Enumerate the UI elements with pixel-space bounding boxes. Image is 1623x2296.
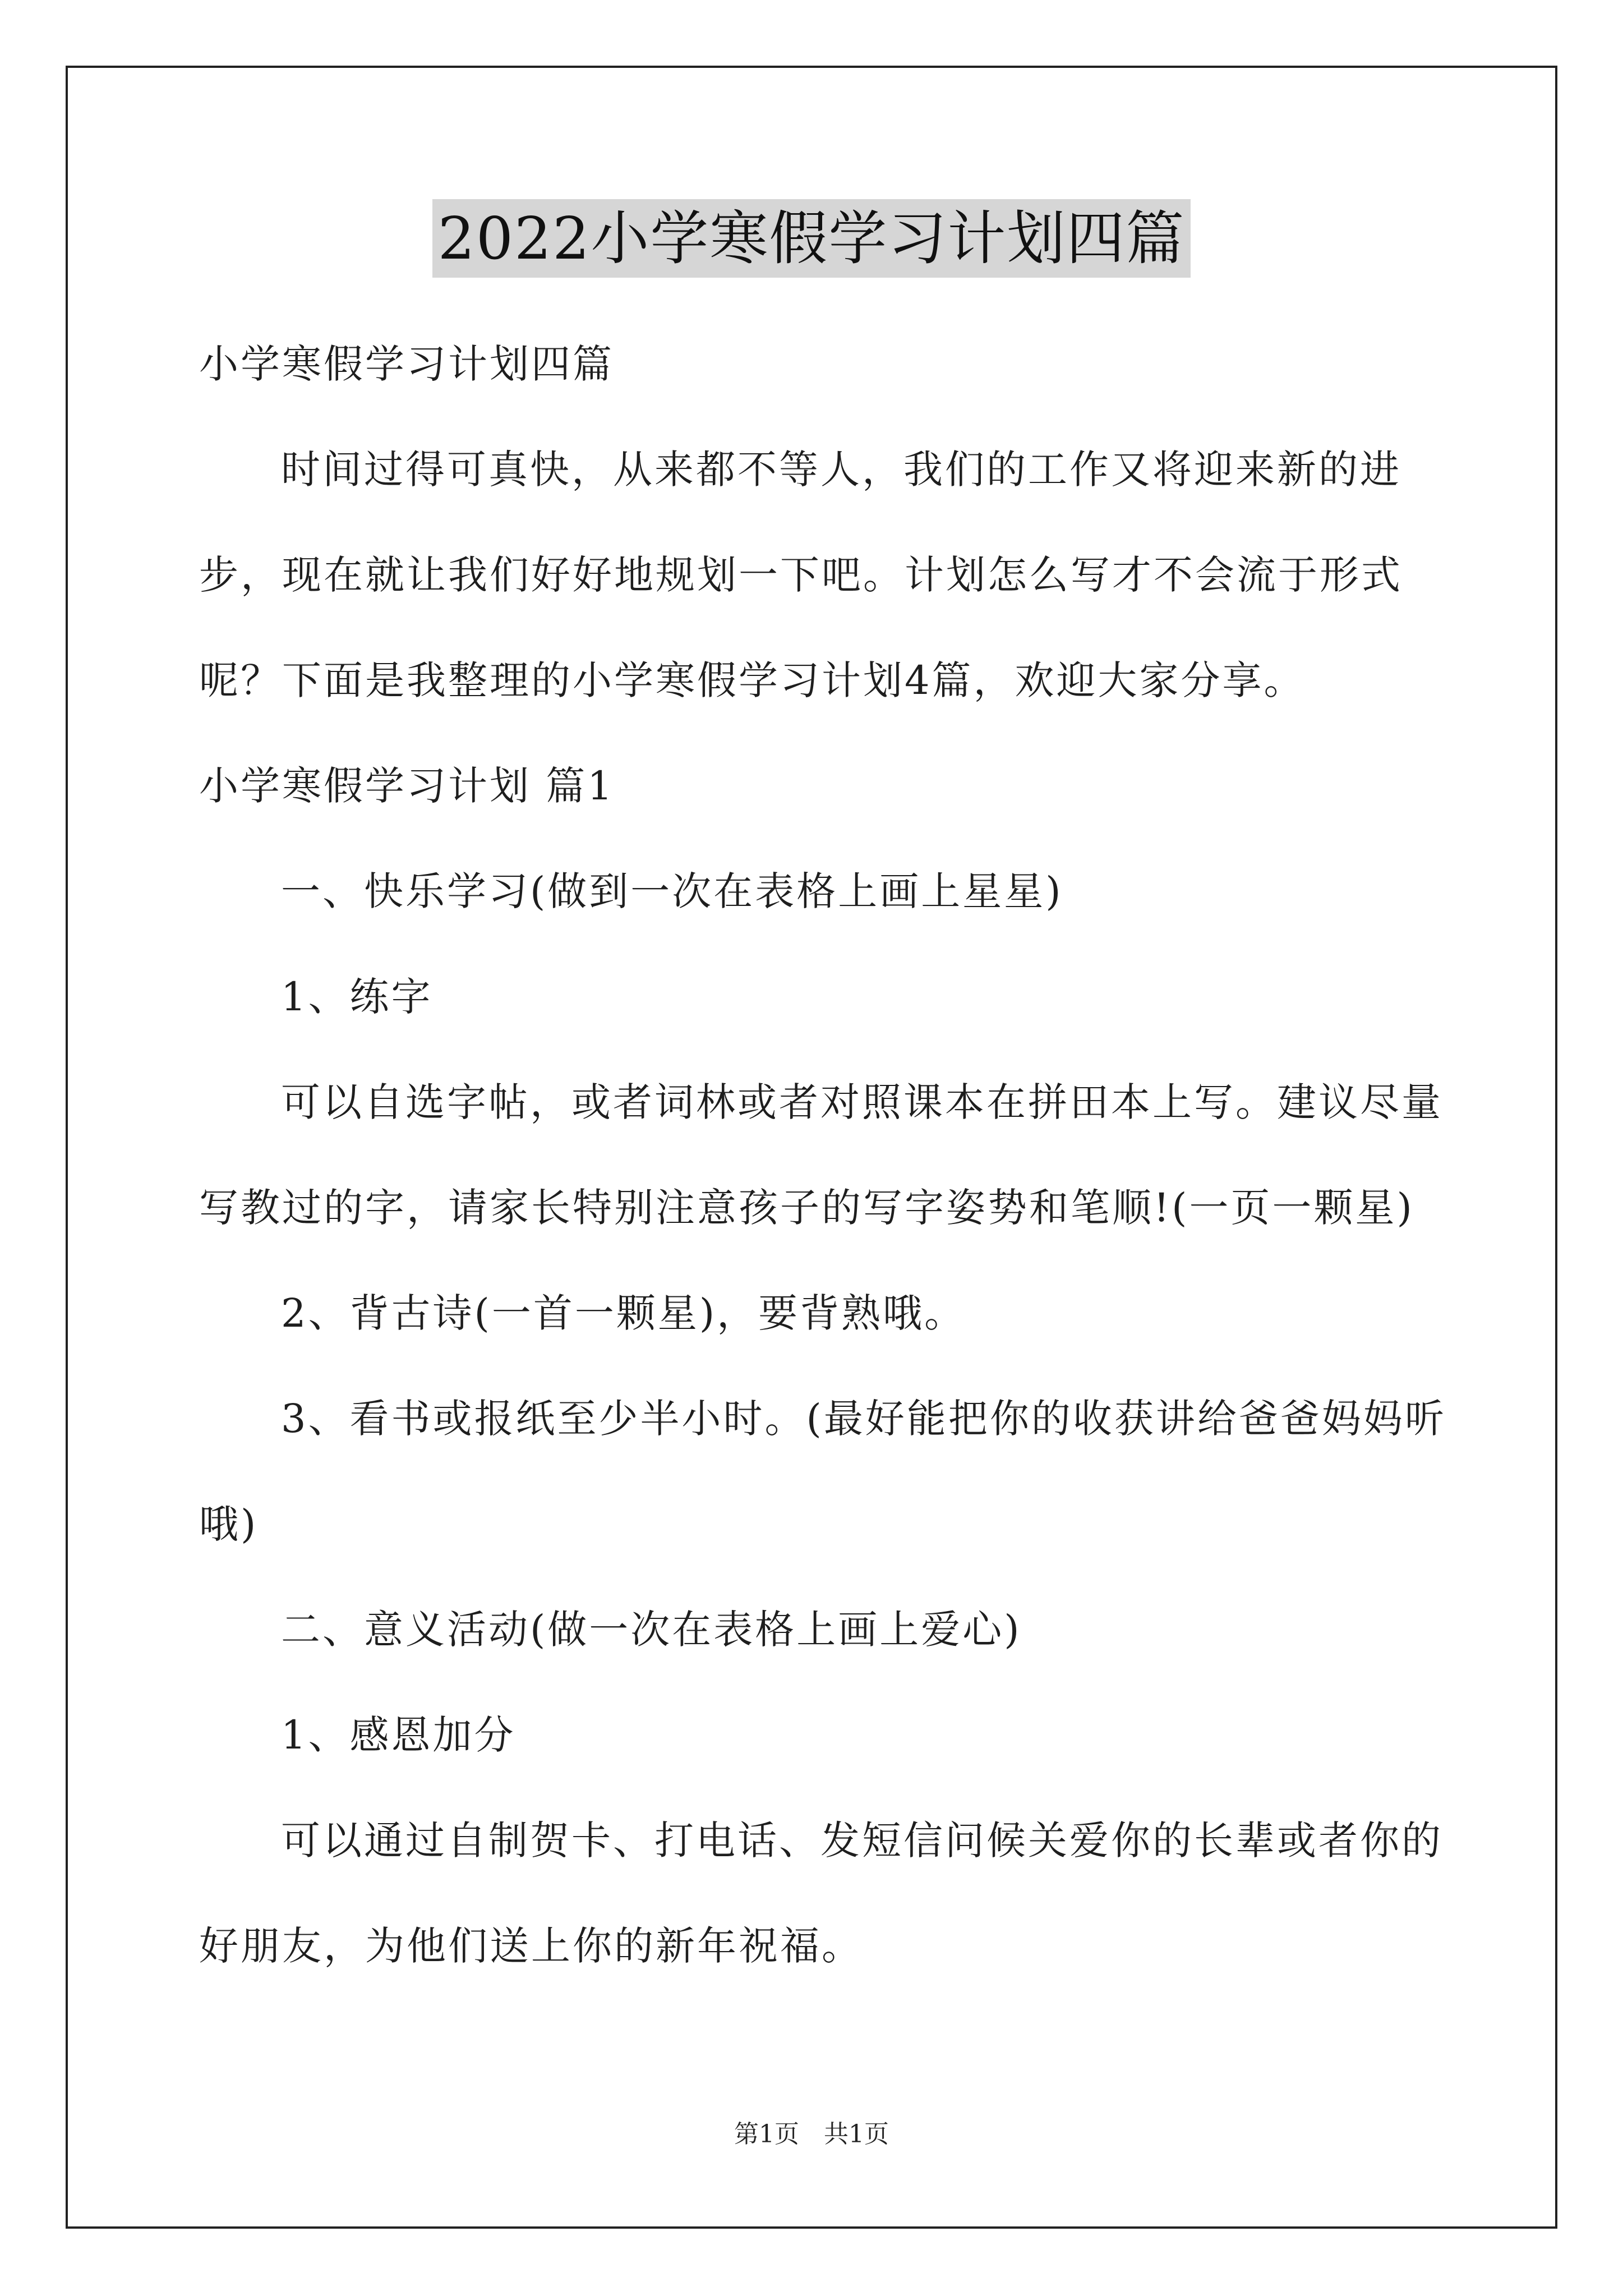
paragraph: 可以通过自制贺卡、打电话、发短信问候关爱你的长辈或者你的好朋友，为他们送上你的新年祝福。 [199, 1818, 1443, 1969]
paragraph: 时间过得可真快，从来都不等人，我们的工作又将迎来新的进步，现在就让我们好好地规划一下吧。计划怎么写才不会流于形式呢？下面是我整理的小学寒假学习计划4篇，欢迎大家分享。 [199, 447, 1403, 703]
paragraph: 二、意义活动(做一次在表格上画上爱心) [281, 1607, 1022, 1653]
paragraph: 1、练字 [281, 974, 433, 1020]
paragraph: 1、感恩加分 [281, 1712, 516, 1758]
paragraph: 2、背古诗(一首一颗星)，要背熟哦。 [281, 1290, 966, 1336]
paragraph: 可以自选字帖，或者词林或者对照课本在拼田本上写。建议尽量写教过的字，请家长特别注意孩子的写字姿势和笔顺!(一页一颗星) [199, 1079, 1443, 1231]
document-title: 2022小学寒假学习计划四篇 [432, 199, 1191, 278]
title-container [0, 199, 1623, 278]
page-footer [0, 2118, 1623, 2151]
section-heading: 小学寒假学习计划 篇1 [199, 763, 615, 809]
document-body [199, 311, 1447, 1999]
page-number: 第1页 [734, 2120, 799, 2148]
paragraph: 小学寒假学习计划四篇 [199, 341, 614, 387]
page-total: 共1页 [824, 2120, 889, 2148]
paragraph: 一、快乐学习(做到一次在表格上画上星星) [281, 868, 1063, 914]
paragraph: 3、看书或报纸至少半小时。(最好能把你的收获讲给爸爸妈妈听哦) [199, 1396, 1446, 1547]
